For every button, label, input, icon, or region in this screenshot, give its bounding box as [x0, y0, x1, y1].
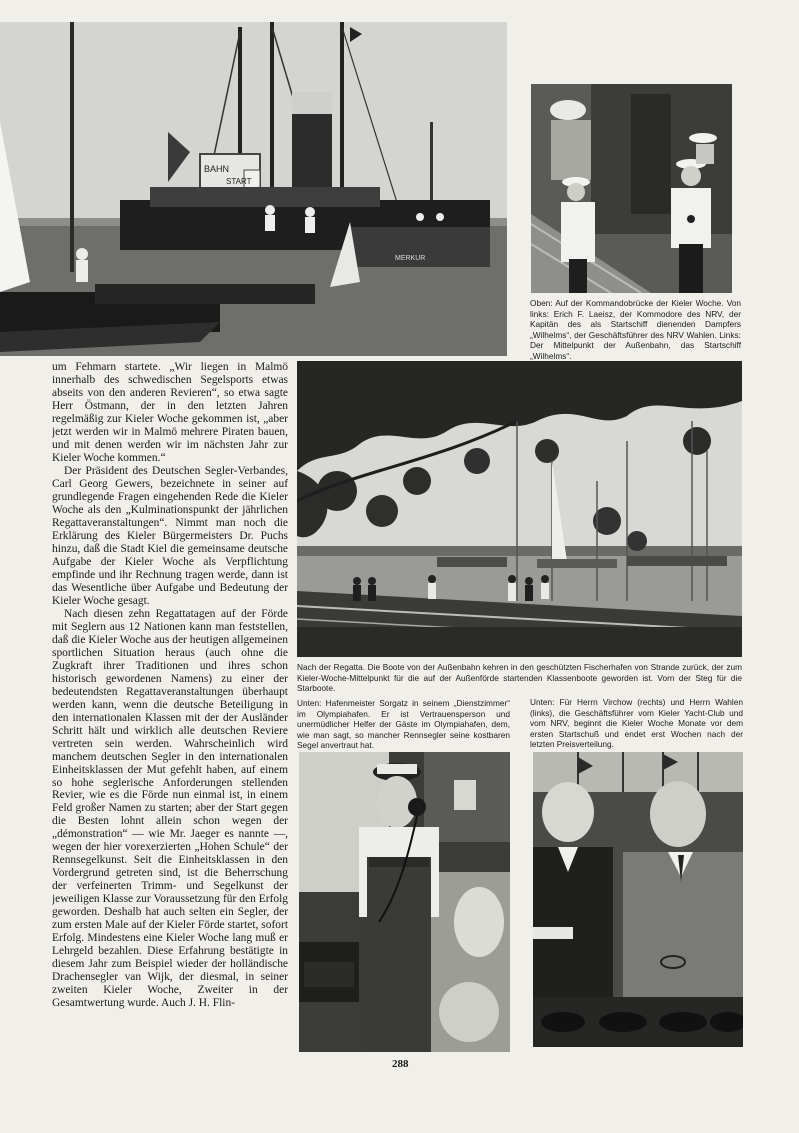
photo-harbor-master [299, 752, 510, 1052]
photo-managers [533, 752, 743, 1047]
photo-harbor-regatta [297, 361, 742, 657]
article-body [52, 361, 288, 1063]
caption-command-bridge: Oben: Auf der Kommandobrücke der Kieler Woche. Von links: Erich F. Laeisz, der Kommodore des NRV, der Kapitän des als Startschiff dienenden Dampfers „Wilhelms“, der Geschäftsführer des NRV Wahlen. Links: Der Mittelpunkt der Außenbahn, das Startschiff „Wilhelms“. [530, 298, 741, 361]
caption-managers: Unten: Für Herrn Virchow (rechts) und Herrn Wahlen (links), die Geschäftsführer vom Kieler Yacht-Club und vom NRV, beginnt die Kieler Woche Monate vor dem ersten Startschuß und endet erst Wochen nach der letzten Preisverteilung. [530, 697, 743, 750]
article-paragraph: Der Präsident des Deutschen Segler-Verbandes, Carl Georg Gewers, bezeichnete in seiner auf grundlegende Fragen eingehenden Rede die Kieler Woche als den „Kulminationspunkt der jährlichen Regattaveranstaltungen“. Nimmt man noch die Erklärung des Kieler Bürgermeisters Dr. Puchs hinzu, daß die Stadt Kiel die gemeinsame deutsche Aufgabe der Kieler Woche als Verpflichtung empfinde und ihr Rechnung tragen werde, dann ist das Wesentliche über Aufgabe und Bedeutung der Kieler Woche gesagt. [52, 464, 288, 607]
page-number: 288 [392, 1058, 409, 1070]
caption-harbor-regatta: Nach der Regatta. Die Boote von der Außenbahn kehren in den geschützten Fischerhafen von Strande zurück, der zum Kieler-Woche-Mittelpunkt für die auf der Außenförde startenden Klassenboote geworden ist. Vorn der Steg für die Starboote. [297, 662, 742, 694]
article-paragraph: Nach diesen zehn Regattatagen auf der Förde mit Seglern aus 12 Nationen kann man feststellen, daß die Kieler Woche aus der heutigen allgemeinen sportlichen Situation heraus (auch ohne die Zugkraft ihrer Traditionen und ihres schon historisch gewordenen Namens) zu einer der bedeutendsten Regattaveranstaltungen überhaupt werden kann, wenn die deutsche Beteiligung in den internationalen Klassen mit der der Ausländer Schritt hält und wirklich alle deutschen Reviere vertreten sein werden. Wahrscheinlich wird manchem deutschen Segler in den internationalen Einheitsklassen der Mut gefehlt haben, auf einem so hohe seglerische Anforderungen stellenden Revier, wie es die Förde nun einmal ist, in einem Feld großer Namen zu starten; aber der Start gegen die Besten lohnt allein schon wegen der „démonstration“ — wie Mr. Jaeger es nannte —, wegen der hier vorexerzierten „Hohen Schule“ der Rennsegelkunst. Seit die Einheitsklassen in den Vordergrund getreten sind, ist die Beherrschung der verfeinerten Trimm- und Segelkunst der jeweiligen Klasse zur Voraussetzung für den Erfolg geworden. Deshalb hat auch selten ein Segler, der zum ersten Male auf der Kieler Förde startet, sofort Erfolg. Mindestens eine Kieler Woche lang muß er Lehrgeld bezahlen. Diese Erfahrung bestätigte in diesem Jahr zum Beispiel wieder der holländische Drachensegler van Wijk, der diesmal, in seiner zweiten Kieler Woche, Zweiter in der Gesamtwertung wurde. Auch J. H. Flin- [52, 607, 288, 1010]
sign-start-text: START [226, 177, 252, 186]
photo-start-ship [0, 22, 507, 356]
photo-command-bridge [531, 84, 732, 293]
article-paragraph: um Fehmarn startete. „Wir liegen in Malmö innerhalb des schwedischen Segelsports etwas abseits von den anderen Revieren“, so etwa sagte Herr Östmann, der in den letzten Jahren regelmäßig zur Kieler Woche gekommen ist, „aber jetzt werden wir in Malmö mehrere Piraten bauen, und mit denen werden wir im nächsten Jahr zur Kieler Woche kommen.“ [52, 361, 288, 464]
ship-name-text: MERKUR [395, 255, 426, 262]
caption-harbor-master: Unten: Hafenmeister Sorgatz in seinem „Dienstzimmer“ im Olympiahafen. Er ist Vertrauensperson und unermüdlicher Helfer der Gäste im Olympiahafen, dem, wie man sagt, so mancher Rennsegler seine kostbaren Segel anvertraut hat. [297, 698, 510, 751]
sign-bahn-text: BAHN [204, 164, 230, 174]
